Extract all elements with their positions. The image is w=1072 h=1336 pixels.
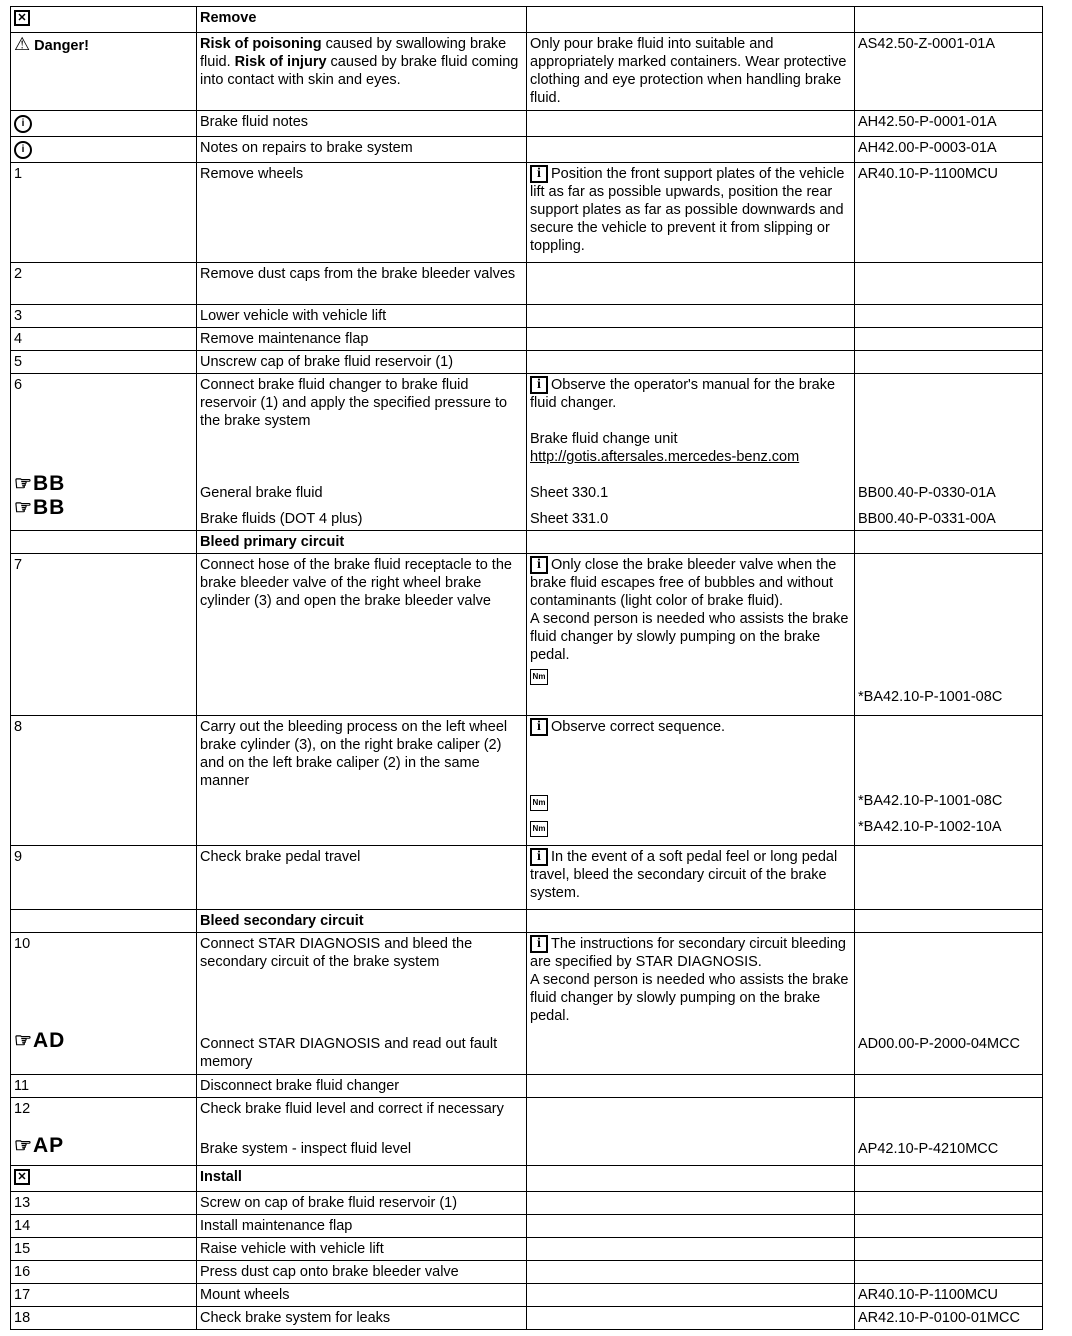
step-text: Remove dust caps from the brake bleeder valves xyxy=(197,263,527,305)
pointing-hand-icon: ☞ xyxy=(14,1135,33,1157)
removal-icon-cell xyxy=(11,7,197,33)
pointing-hand-icon: ☞ xyxy=(14,1030,33,1052)
step-ref: AR40.10-P-1100MCU xyxy=(855,163,1043,263)
step-text: Remove wheels xyxy=(197,163,527,263)
step-number: 14 xyxy=(11,1215,197,1238)
step-text: Remove maintenance flap xyxy=(197,328,527,351)
step-text: Lower vehicle with vehicle lift xyxy=(197,305,527,328)
step-number: 17 xyxy=(11,1284,197,1307)
notes1-text: Brake fluid notes xyxy=(197,111,527,137)
step-ref: AR40.10-P-1100MCU xyxy=(855,1284,1043,1307)
bb1-text: General brake fluid xyxy=(200,485,323,501)
bb2-text: Brake fluids (DOT 4 plus) xyxy=(200,511,363,527)
step-note: Only close the brake bleeder valve when the brake fluid escapes free of bubbles and without contaminants (light color of brake fluid). xyxy=(530,557,837,609)
step-text: Connect hose of the brake fluid receptacle to the brake bleeder valve of the right wheel brake cylinder (3) and open the brake bleeder valve xyxy=(197,554,527,716)
ap-ref: AP42.10-P-4210MCC xyxy=(858,1141,999,1157)
step-note: In the event of a soft pedal feel or long pedal travel, bleed the secondary circuit of the brake system. xyxy=(530,849,838,901)
info-icon: i xyxy=(530,848,548,866)
step-text: Raise vehicle with vehicle lift xyxy=(197,1238,527,1261)
step-note: Position the front support plates of the vehicle lift as far as possible upwards, position the rear support plates as far as possible downwards and secure the vehicle to prevent it from slipping or toppling. xyxy=(530,166,845,254)
step-number: 12 xyxy=(14,1101,31,1117)
bb-symbol: BB xyxy=(32,496,66,519)
bb2-sheet: Sheet 331.0 xyxy=(530,511,609,527)
danger-label: Danger! xyxy=(34,38,89,54)
step-ref: *BA42.10-P-1001-08C xyxy=(858,689,1003,705)
step-text: Connect STAR DIAGNOSIS and bleed the secondary circuit of the brake system xyxy=(200,936,473,970)
step-number: 2 xyxy=(11,263,197,305)
bb1-sheet: Sheet 330.1 xyxy=(530,485,609,501)
danger-ref: AS42.50-Z-0001-01A xyxy=(855,33,1043,111)
notes-icon: i xyxy=(14,115,32,133)
notes1-ref: AH42.50-P-0001-01A xyxy=(855,111,1043,137)
step-number: 8 xyxy=(11,716,197,846)
step-note: The instructions for secondary circuit bleeding are specified by STAR DIAGNOSIS. xyxy=(530,936,846,970)
step-number: 7 xyxy=(11,554,197,716)
step-text: Disconnect brake fluid changer xyxy=(197,1075,527,1098)
step-number: 16 xyxy=(11,1261,197,1284)
step-number: 13 xyxy=(11,1192,197,1215)
installation-icon: ✕ xyxy=(14,1169,30,1185)
step-note-2: A second person is needed who assists the brake fluid changer by slowly pumping on the brake pedal. xyxy=(530,972,849,1024)
danger-text: Risk of poisoning caused by swallowing brake fluid. Risk of injury caused by brake fluid coming into contact with skin and eyes. xyxy=(197,33,527,111)
step-ref: AR42.10-P-0100-01MCC xyxy=(855,1307,1043,1330)
pointing-hand-icon: ☞ xyxy=(14,497,33,519)
notes2-text: Notes on repairs to brake system xyxy=(197,137,527,163)
procedure-table xyxy=(10,6,1043,1330)
step-text: Screw on cap of brake fluid reservoir (1) xyxy=(197,1192,527,1215)
warning-triangle-icon: ⚠ xyxy=(14,34,31,54)
removal-icon: ✕ xyxy=(14,10,30,26)
info-icon: i xyxy=(530,376,548,394)
notes-icon: i xyxy=(14,141,32,159)
gotis-link[interactable]: http://gotis.aftersales.mercedes-benz.com xyxy=(530,449,800,465)
info-icon: i xyxy=(530,718,548,736)
step-number: 18 xyxy=(11,1307,197,1330)
step-note: Observe the operator's manual for the brake fluid changer. xyxy=(530,377,836,411)
step-ref: *BA42.10-P-1002-10A xyxy=(858,819,1002,835)
step-note-2: A second person is needed who assists the brake fluid changer by slowly pumping on the brake pedal. xyxy=(530,611,849,663)
step-note: Observe correct sequence. xyxy=(551,719,726,735)
step-text: Connect brake fluid changer to brake fluid reservoir (1) and apply the specified pressure to the brake system xyxy=(200,377,508,429)
section-bleed-primary: Bleed primary circuit xyxy=(197,531,527,554)
section-remove: Remove xyxy=(197,7,527,33)
step-text: Unscrew cap of brake fluid reservoir (1) xyxy=(197,351,527,374)
ad-ref: AD00.00-P-2000-04MCC xyxy=(858,1036,1020,1052)
step-text: Check brake system for leaks xyxy=(197,1307,527,1330)
danger-cell xyxy=(11,33,197,111)
step-number: 6 xyxy=(14,377,23,393)
bb1-ref: BB00.40-P-0330-01A xyxy=(858,485,996,501)
step-number: 3 xyxy=(11,305,197,328)
step-ref: *BA42.10-P-1001-08C xyxy=(858,793,1003,809)
ad-text: Connect STAR DIAGNOSIS and read out fault memory xyxy=(200,1036,498,1070)
step-text: Install maintenance flap xyxy=(197,1215,527,1238)
info-icon: i xyxy=(530,935,548,953)
torque-icon: Nm xyxy=(530,669,548,685)
step-text: Press dust cap onto brake bleeder valve xyxy=(197,1261,527,1284)
info-icon: i xyxy=(530,165,548,183)
step-number: 15 xyxy=(11,1238,197,1261)
ap-symbol: AP xyxy=(32,1134,65,1157)
step-text: Mount wheels xyxy=(197,1284,527,1307)
step-number: 9 xyxy=(11,846,197,910)
unit-label: Brake fluid change unit xyxy=(530,431,678,447)
ad-symbol: AD xyxy=(32,1029,66,1052)
step-text: Check brake pedal travel xyxy=(197,846,527,910)
ap-text: Brake system - inspect fluid level xyxy=(200,1141,412,1157)
step-number: 10 xyxy=(14,936,31,952)
info-icon: i xyxy=(530,556,548,574)
pointing-hand-icon: ☞ xyxy=(14,473,33,495)
step-text: Carry out the bleeding process on the left wheel brake cylinder (3), on the right brake caliper (2) and on the left brake caliper (2) in the same manner xyxy=(197,716,527,846)
step-text: Check brake fluid level and correct if necessary xyxy=(200,1101,504,1117)
section-bleed-secondary: Bleed secondary circuit xyxy=(197,910,527,933)
step-number: 4 xyxy=(11,328,197,351)
bb2-ref: BB00.40-P-0331-00A xyxy=(858,511,996,527)
step-number: 11 xyxy=(11,1075,197,1098)
torque-icon: Nm xyxy=(530,821,548,837)
bb-symbol: BB xyxy=(32,472,66,495)
step-number: 1 xyxy=(11,163,197,263)
danger-note: Only pour brake fluid into suitable and appropriately marked containers. Wear protective clothing and eye protection when handling brake fluid. xyxy=(527,33,855,111)
notes2-ref: AH42.00-P-0003-01A xyxy=(855,137,1043,163)
step-number: 5 xyxy=(11,351,197,374)
torque-icon: Nm xyxy=(530,795,548,811)
section-install: Install xyxy=(197,1166,527,1192)
